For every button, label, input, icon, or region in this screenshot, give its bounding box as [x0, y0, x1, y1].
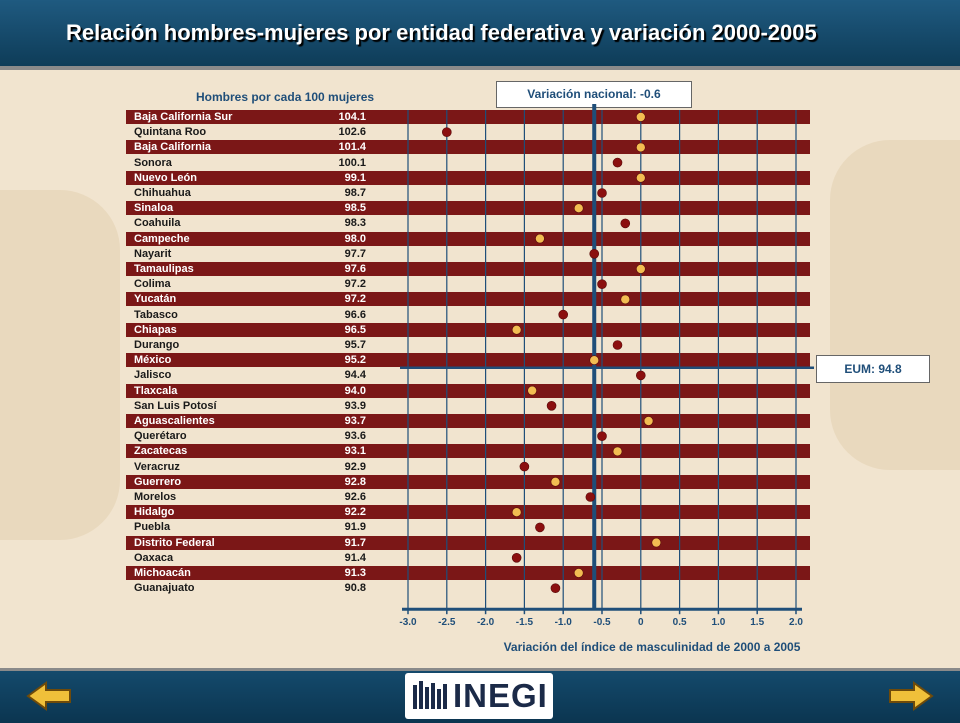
state-name: Nayarit — [134, 247, 172, 260]
state-name: Yucatán — [134, 293, 177, 306]
masculinity-index: 91.3 — [344, 567, 366, 579]
national-variation-label: Variación nacional: — [527, 87, 637, 101]
x-tick-label: -3.0 — [399, 617, 417, 629]
masculinity-index: 91.7 — [344, 536, 366, 549]
data-point — [512, 553, 521, 562]
state-name: Campeche — [134, 232, 190, 245]
masculinity-index: 98.7 — [344, 187, 366, 199]
masculinity-index: 92.9 — [344, 460, 366, 473]
previous-button[interactable] — [22, 676, 78, 716]
masculinity-index: 104.1 — [338, 111, 366, 123]
data-point — [652, 538, 661, 547]
data-point — [512, 508, 521, 517]
data-point — [636, 265, 645, 274]
data-point — [551, 477, 560, 486]
state-name: Querétaro — [134, 430, 187, 443]
masculinity-index: 95.2 — [344, 354, 366, 367]
data-point — [621, 295, 630, 304]
state-name: Jalisco — [134, 369, 172, 382]
masculinity-index: 92.6 — [344, 491, 366, 503]
data-point — [613, 447, 622, 456]
state-name: Nuevo León — [134, 171, 197, 184]
state-name: Tlaxcala — [134, 384, 178, 397]
masculinity-index: 97.2 — [344, 278, 366, 291]
state-name: Baja California Sur — [134, 111, 233, 123]
state-name: Chiapas — [134, 323, 177, 336]
data-point — [574, 569, 583, 578]
state-name: Aguascalientes — [134, 415, 215, 427]
data-point — [586, 493, 595, 502]
masculinity-index: 98.5 — [344, 202, 366, 215]
x-tick-label: -1.0 — [554, 617, 572, 629]
data-point — [598, 189, 607, 198]
arrow-left-icon — [22, 676, 78, 716]
data-point — [551, 584, 560, 593]
state-name: San Luis Potosí — [134, 399, 217, 412]
masculinity-index: 91.4 — [344, 551, 366, 564]
eum-label: EUM: — [844, 362, 875, 376]
state-name: Chihuahua — [134, 187, 191, 199]
x-tick-label: 1.5 — [750, 617, 765, 629]
x-tick-label: 1.0 — [711, 617, 726, 629]
data-point — [636, 113, 645, 122]
masculinity-index: 98.0 — [344, 232, 366, 245]
masculinity-index: 93.6 — [344, 430, 366, 443]
eum-value: 94.8 — [878, 362, 902, 376]
data-point — [636, 173, 645, 182]
x-tick-label: 0 — [638, 617, 644, 629]
masculinity-index: 101.4 — [338, 141, 366, 154]
page-title: Relación hombres-mujeres por entidad federativa y variación 2000-2005 — [66, 20, 817, 45]
masculinity-index: 93.1 — [344, 445, 366, 458]
state-name: Quintana Roo — [134, 126, 207, 139]
data-point — [590, 249, 599, 258]
data-point — [512, 325, 521, 334]
data-point — [547, 401, 556, 410]
left-axis-title: Hombres por cada 100 mujeres — [196, 90, 375, 104]
state-name: Veracruz — [134, 460, 180, 473]
data-point — [528, 386, 537, 395]
x-tick-label: -2.0 — [476, 617, 495, 629]
state-name: Zacatecas — [134, 445, 188, 458]
masculinity-index: 91.9 — [344, 521, 366, 534]
masculinity-index: 97.7 — [344, 247, 366, 260]
state-name: Puebla — [134, 521, 171, 534]
data-point — [636, 143, 645, 152]
state-name: Guanajuato — [134, 582, 195, 595]
state-name: Durango — [134, 339, 180, 351]
state-name: México — [134, 354, 172, 367]
data-point — [590, 356, 599, 365]
state-name: Oaxaca — [134, 551, 174, 564]
data-point — [644, 417, 653, 426]
x-tick-label: -0.5 — [593, 617, 611, 629]
state-name: Tamaulipas — [134, 263, 194, 275]
data-point — [559, 310, 568, 319]
state-name: Morelos — [134, 491, 177, 503]
state-name: Sonora — [134, 156, 172, 169]
state-name: Sinaloa — [134, 202, 174, 215]
masculinity-index: 93.9 — [344, 399, 366, 412]
masculinity-index: 98.3 — [344, 217, 366, 230]
masculinity-index: 100.1 — [338, 156, 366, 169]
masculinity-index: 94.0 — [344, 384, 366, 397]
inegi-logo — [405, 673, 553, 719]
x-tick-label: 0.5 — [672, 617, 687, 629]
state-name: Coahuila — [134, 217, 181, 230]
masculinity-index: 94.4 — [344, 369, 366, 382]
x-tick-label: -1.5 — [515, 617, 534, 629]
x-tick-label: -2.5 — [438, 617, 456, 629]
masculinity-index: 93.7 — [344, 415, 366, 427]
inegi-logo-icon — [413, 681, 453, 711]
data-point — [535, 523, 544, 532]
masculinity-index: 96.6 — [344, 308, 366, 321]
data-point — [535, 234, 544, 243]
inegi-logo-text: INEGI — [453, 677, 548, 714]
state-name: Distrito Federal — [134, 536, 215, 549]
state-name: Colima — [134, 278, 171, 291]
state-name: Tabasco — [134, 308, 178, 321]
arrow-right-icon — [882, 676, 938, 716]
data-point — [636, 371, 645, 380]
masculinity-index: 90.8 — [344, 582, 366, 595]
data-point — [442, 128, 451, 137]
data-point — [613, 341, 622, 350]
x-tick-label: 2.0 — [789, 617, 803, 629]
x-axis-title: Variación del índice de masculinidad de 2000 a 2005 — [503, 640, 801, 655]
masculinity-index: 95.7 — [344, 339, 366, 351]
masculinity-index: 97.6 — [344, 263, 366, 275]
state-name: Baja California — [134, 141, 212, 154]
state-name: Michoacán — [134, 567, 191, 579]
masculinity-index: 102.6 — [338, 126, 366, 139]
state-name: Hidalgo — [134, 506, 175, 519]
data-point — [598, 432, 607, 441]
national-variation-value: -0.6 — [640, 87, 661, 101]
data-point — [520, 462, 529, 471]
data-point — [613, 158, 622, 167]
masculinity-index: 97.2 — [344, 293, 366, 306]
data-point — [574, 204, 583, 213]
masculinity-index: 96.5 — [344, 323, 366, 336]
next-button[interactable] — [882, 676, 938, 716]
data-point — [598, 280, 607, 289]
data-point — [621, 219, 630, 228]
state-name: Guerrero — [134, 475, 182, 488]
masculinity-index: 92.2 — [344, 506, 366, 519]
masculinity-index: 99.1 — [344, 171, 366, 184]
masculinity-index: 92.8 — [344, 475, 366, 488]
